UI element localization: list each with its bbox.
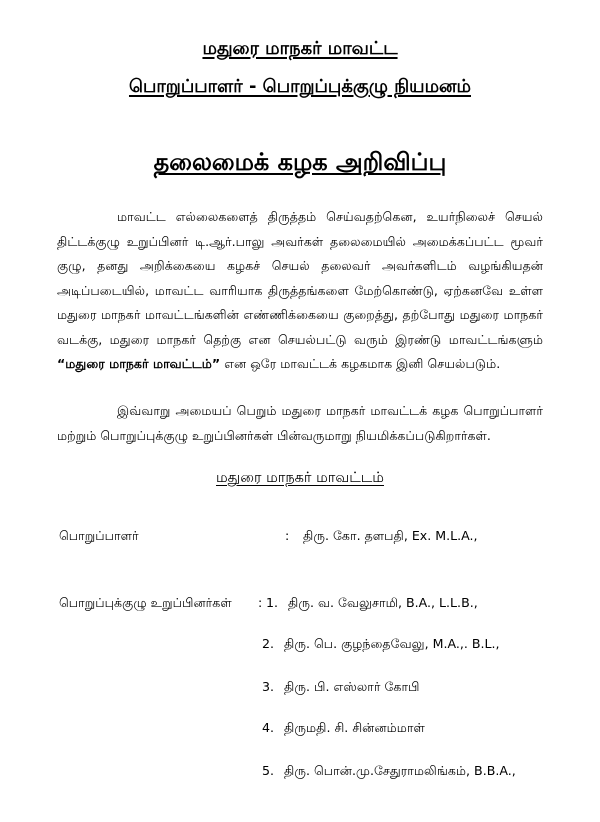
member-item xyxy=(266,595,478,612)
paragraph-1 xyxy=(57,205,543,377)
incharge-name: திரு. கோ. தளபதி, Ex. M.L.A., xyxy=(303,528,478,543)
member-name: திரு. பெ. குழந்தைவேலு, M.A.,. B.L., xyxy=(284,636,500,651)
paragraph-1-end: என ஒரே மாவட்டக் கழகமாக இனி செயல்படும். xyxy=(224,356,501,371)
member-number: 3. xyxy=(262,679,275,694)
member-item xyxy=(262,720,425,737)
announcement-heading: தலைமைக் கழக அறிவிப்பு xyxy=(153,148,447,176)
member-number: 4. xyxy=(262,720,275,735)
member-number: 2. xyxy=(262,636,275,651)
paragraph-1-bold-district: “மதுரை மாநகர் மாவட்டம்” xyxy=(57,356,221,371)
member-number: 1. xyxy=(266,595,279,610)
member-item xyxy=(262,636,500,653)
member-name: திரு. பி. எஸ்லார் கோபி xyxy=(284,679,420,694)
incharge-label: பொறுப்பாளர் xyxy=(59,528,139,543)
member-item xyxy=(262,763,516,780)
paragraph-1-text: மாவட்ட எல்லைகளைத் திருத்தம் செய்வதற்கென, உயர்நிலைச் செயல் திட்டக்குழு உறுப்பினர் டி.ஆர்.பாலு அவர்கள் தலைமையில் அமைக்கப்பட்ட மூவர் குழு, தனது அறிக்கையை கழகச் செயல் தலைவர் அவர்களிடம் வழங்கியதன் அடிப்படையில், மாவட்ட வாரியாக திருத்தங்களை மேற்கொண்டு, ஏற்கனவே உள்ள மதுரை மாநகர் மாவட்டங்களின் எண்ணிக்கையை குறைத்து, தற்போது மதுரை மாநகர் வடக்கு, மதுரை மாநகர் தெற்கு என செயல்பட்டு வரும் இரண்டு மாவட்டங்களும் xyxy=(57,209,543,347)
member-item xyxy=(262,679,420,696)
incharge-colon: : xyxy=(285,528,290,543)
member-number: 5. xyxy=(262,763,275,778)
member-name: திருமதி. சி. சின்னம்மாள் xyxy=(284,720,425,735)
district-heading: மதுரை மாநகர் மாவட்டம் xyxy=(216,470,384,486)
title-line-1: மதுரை மாநகர் மாவட்ட xyxy=(202,38,398,59)
title-line-2: பொறுப்பாளர் - பொறுப்புக்குழு நியமனம் xyxy=(128,76,471,97)
members-label: பொறுப்புக்குழு உறுப்பினர்கள் xyxy=(59,595,232,610)
member-name: திரு. பொன்.மு.சேதுராமலிங்கம், B.B.A., xyxy=(284,763,516,778)
member-name: திரு. வ. வேலுசாமி, B.A., L.L.B., xyxy=(288,595,478,610)
members-colon: : xyxy=(258,595,263,610)
paragraph-2-text: இவ்வாறு அமையப் பெறும் மதுரை மாநகர் மாவட்டக் கழக பொறுப்பாளர் மற்றும் பொறுப்புக்குழு உறுப்பினர்கள் பின்வருமாறு நியமிக்கப்படுகிறார்கள். xyxy=(57,403,543,443)
paragraph-2 xyxy=(57,399,543,448)
